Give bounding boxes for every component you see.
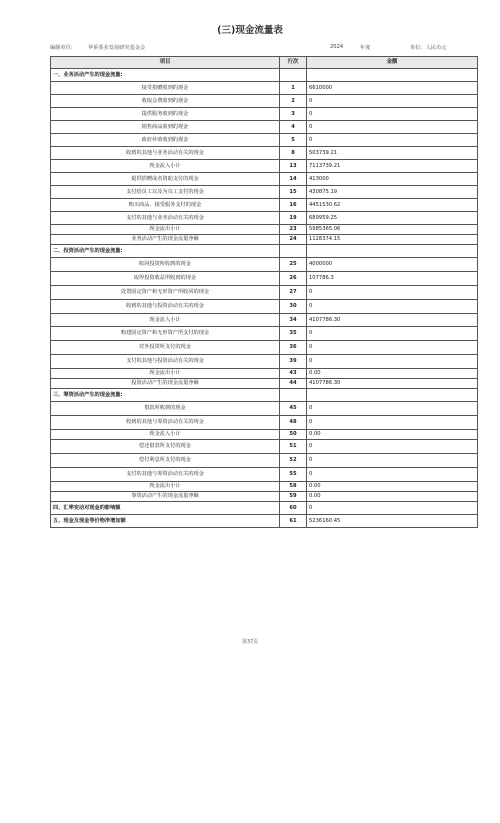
table-row — [51, 341, 478, 355]
row-amount: 4107786.30 — [307, 314, 478, 327]
row-amount: 689959.25 — [307, 212, 478, 225]
table-row — [51, 300, 478, 314]
row-amount: 430875.19 — [307, 186, 478, 199]
table-row — [51, 134, 478, 147]
row-amount: 107786.3 — [307, 272, 478, 286]
row-line-number — [280, 69, 307, 82]
row-amount: 503739.21 — [307, 147, 478, 160]
table-row — [51, 212, 478, 225]
table-row — [51, 327, 478, 341]
row-amount: 6610000 — [307, 82, 478, 95]
row-line-number: 59 — [280, 492, 307, 502]
row-item: 处置固定资产和无形资产所收回的现金 — [51, 286, 280, 300]
row-item: 现金流入小计 — [51, 160, 280, 173]
table-row — [51, 314, 478, 327]
row-item: 一、业务活动产生的现金流量: — [51, 69, 280, 82]
table-row — [51, 225, 478, 235]
row-amount: 0 — [307, 416, 478, 430]
row-amount: 5985365.06 — [307, 225, 478, 235]
row-item: 接受捐赠收到的现金 — [51, 82, 280, 95]
table-row — [51, 355, 478, 369]
table-row — [51, 379, 478, 389]
row-line-number: 55 — [280, 468, 307, 482]
row-amount: 0 — [307, 286, 478, 300]
row-amount: 0 — [307, 341, 478, 355]
row-amount: 5236160.45 — [307, 515, 478, 528]
row-amount: 0 — [307, 95, 478, 108]
table-row — [51, 160, 478, 173]
row-amount: 7113739.21 — [307, 160, 478, 173]
row-item: 现金流入小计 — [51, 430, 280, 440]
row-item: 现金流入小计 — [51, 314, 280, 327]
row-amount: 0 — [307, 121, 478, 134]
year-value: 2024 — [330, 44, 344, 50]
row-item: 二、投资活动产生的现金流量: — [51, 245, 280, 258]
column-header-item: 项目 — [51, 57, 280, 69]
row-item: 收回投资所收到的现金 — [51, 258, 280, 272]
table-row — [51, 468, 478, 482]
statement-title: (三)现金流量表 — [217, 25, 283, 36]
row-line-number: 45 — [280, 402, 307, 416]
row-amount: 0 — [307, 402, 478, 416]
row-line-number: 1 — [280, 82, 307, 95]
row-line-number: 19 — [280, 212, 307, 225]
row-item: 投资活动产生的现金流量净额 — [51, 379, 280, 389]
table-row — [51, 108, 478, 121]
row-item: 取得投资收益所收到的现金 — [51, 272, 280, 286]
row-amount: 0.00 — [307, 492, 478, 502]
table-row — [51, 482, 478, 492]
row-line-number: 44 — [280, 379, 307, 389]
cash-flow-table — [50, 56, 478, 528]
row-amount — [307, 389, 478, 402]
row-line-number: 52 — [280, 454, 307, 468]
row-amount: 0 — [307, 108, 478, 121]
row-line-number: 27 — [280, 286, 307, 300]
row-item: 借款所收到的现金 — [51, 402, 280, 416]
row-item: 购买商品、接受服务支付的现金 — [51, 199, 280, 212]
page-number: 第37页 — [241, 639, 259, 645]
row-item: 支付的其他与筹资活动有关的现金 — [51, 468, 280, 482]
unit-name: 华侨茶业发展研究基金会 — [88, 45, 146, 51]
currency-label: 单位：人民币元 — [410, 45, 447, 51]
row-amount — [307, 245, 478, 258]
row-line-number: 34 — [280, 314, 307, 327]
table-row — [51, 121, 478, 134]
row-line-number: 23 — [280, 225, 307, 235]
section-row — [51, 515, 478, 528]
section-row — [51, 69, 478, 82]
table-row — [51, 454, 478, 468]
row-line-number: 35 — [280, 327, 307, 341]
row-amount: 0.00 — [307, 369, 478, 379]
row-amount: 0 — [307, 440, 478, 454]
row-item: 收到的其他与投资活动有关的现金 — [51, 300, 280, 314]
row-line-number: 13 — [280, 160, 307, 173]
column-header-line: 行次 — [280, 57, 307, 69]
row-line-number: 43 — [280, 369, 307, 379]
row-line-number: 51 — [280, 440, 307, 454]
table-header-row — [51, 57, 478, 69]
row-item: 收取会费收到的现金 — [51, 95, 280, 108]
row-item: 对外投资所支付的现金 — [51, 341, 280, 355]
row-line-number: 14 — [280, 173, 307, 186]
table-row — [51, 186, 478, 199]
row-amount: 0.00 — [307, 482, 478, 492]
row-line-number: 50 — [280, 430, 307, 440]
row-amount: 4107786.30 — [307, 379, 478, 389]
section-row — [51, 389, 478, 402]
row-line-number: 26 — [280, 272, 307, 286]
section-row — [51, 245, 478, 258]
row-amount: 0 — [307, 454, 478, 468]
row-amount: 4000000 — [307, 258, 478, 272]
row-item: 收到的其他与筹资活动有关的现金 — [51, 416, 280, 430]
row-line-number: 16 — [280, 199, 307, 212]
row-item: 现金流出小计 — [51, 369, 280, 379]
row-item: 支付的其他与业务活动有关的现金 — [51, 212, 280, 225]
row-line-number — [280, 245, 307, 258]
table-row — [51, 272, 478, 286]
row-item: 筹资活动产生的现金流量净额 — [51, 492, 280, 502]
row-line-number: 60 — [280, 502, 307, 515]
row-item: 提供服务收到的现金 — [51, 108, 280, 121]
section-row — [51, 502, 478, 515]
table-row — [51, 402, 478, 416]
table-row — [51, 492, 478, 502]
row-item: 四、汇率变动对现金的影响额 — [51, 502, 280, 515]
column-header-amount: 金额 — [307, 57, 478, 69]
table-row — [51, 235, 478, 245]
unit-label: 编制单位: — [50, 45, 73, 51]
table-row — [51, 199, 478, 212]
row-amount: 1128374.15 — [307, 235, 478, 245]
row-line-number: 2 — [280, 95, 307, 108]
table-row — [51, 258, 478, 272]
row-line-number: 58 — [280, 482, 307, 492]
row-line-number: 8 — [280, 147, 307, 160]
year-label: 年度 — [360, 45, 371, 51]
row-item: 购建固定资产和无形资产所支付的现金 — [51, 327, 280, 341]
row-line-number: 36 — [280, 341, 307, 355]
row-item: 提供捐赠或者资助支付的现金 — [51, 173, 280, 186]
row-amount: 0 — [307, 327, 478, 341]
row-line-number: 24 — [280, 235, 307, 245]
row-line-number: 3 — [280, 108, 307, 121]
table-row — [51, 369, 478, 379]
row-item: 三、筹资活动产生的现金流量: — [51, 389, 280, 402]
row-line-number: 15 — [280, 186, 307, 199]
row-item: 收到的其他与业务活动有关的现金 — [51, 147, 280, 160]
table-row — [51, 147, 478, 160]
row-amount — [307, 69, 478, 82]
row-amount: 0.00 — [307, 430, 478, 440]
row-amount: 0 — [307, 134, 478, 147]
row-item: 业务活动产生的现金流量净额 — [51, 235, 280, 245]
row-item: 销售商品收到的现金 — [51, 121, 280, 134]
row-line-number: 39 — [280, 355, 307, 369]
row-item: 支付给员工以及为员工支付的现金 — [51, 186, 280, 199]
row-amount: 413000 — [307, 173, 478, 186]
row-line-number — [280, 389, 307, 402]
table-row — [51, 440, 478, 454]
table-row — [51, 82, 478, 95]
table-row — [51, 430, 478, 440]
row-line-number: 48 — [280, 416, 307, 430]
table-row — [51, 286, 478, 300]
row-line-number: 30 — [280, 300, 307, 314]
row-item: 现金流出小计 — [51, 482, 280, 492]
row-item: 五、现金及现金等价物净增加额 — [51, 515, 280, 528]
row-item: 现金流出小计 — [51, 225, 280, 235]
row-line-number: 4 — [280, 121, 307, 134]
row-item: 偿付利息所支付的现金 — [51, 454, 280, 468]
table-row — [51, 416, 478, 430]
table-row — [51, 173, 478, 186]
row-line-number: 25 — [280, 258, 307, 272]
row-line-number: 61 — [280, 515, 307, 528]
row-amount: 0 — [307, 300, 478, 314]
row-amount: 0 — [307, 355, 478, 369]
row-item: 支付的其他与投资活动有关的现金 — [51, 355, 280, 369]
row-amount: 0 — [307, 502, 478, 515]
row-item: 政府补助收到的现金 — [51, 134, 280, 147]
row-line-number: 5 — [280, 134, 307, 147]
table-row — [51, 95, 478, 108]
statement-meta — [50, 44, 455, 54]
row-amount: 0 — [307, 468, 478, 482]
row-amount: 4451530.62 — [307, 199, 478, 212]
row-item: 偿还借款所支付的现金 — [51, 440, 280, 454]
